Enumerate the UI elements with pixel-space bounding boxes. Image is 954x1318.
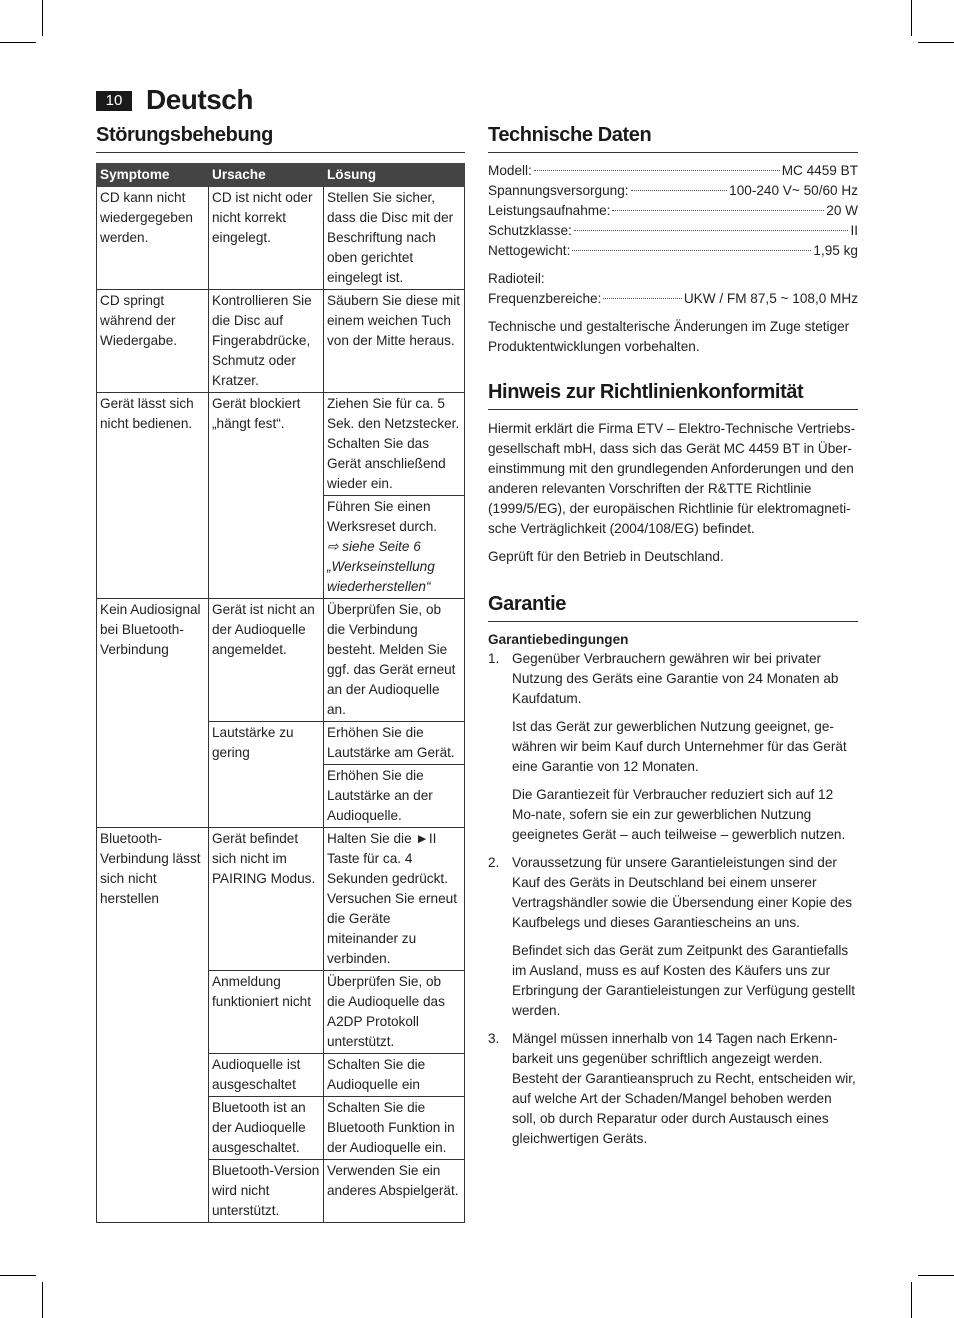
symptom-cell-continued (97, 971, 209, 1054)
symptom-cell-continued (97, 722, 209, 765)
table-header-row (97, 164, 465, 187)
table-row (97, 1054, 465, 1097)
tech-note: Technische und gestalterische Änderungen im Zuge stetiger Produktentwicklungen vorbehalten. (488, 319, 850, 354)
table-row (97, 828, 465, 971)
symptom-cell: CD kann nicht wiedergegeben werden. (97, 187, 209, 290)
spec-row (488, 289, 858, 309)
list-paragraph: Die Garantiezeit für Verbraucher reduziert sich auf 12 Mo-nate, sofern sie ein zur gewerblichen Nutzung geeignetes Gerät – auch teilweise – gewerblich nutzen. (512, 787, 846, 842)
list-item (488, 1029, 858, 1149)
list-paragraph: Voraussetzung für unsere Garantieleistungen sind der Kauf des Geräts in Deutschland bei einem unserer Vertragshändler sowie die Übersendung einer Kopie des Kaufbelegs und dieses Garantiescheins an uns. (512, 855, 853, 930)
spec-row (488, 161, 858, 181)
table-row (97, 765, 465, 828)
list-paragraph: Gegenüber Verbrauchern gewähren wir bei privater Nutzung des Geräts eine Garantie von 24 Monaten ab Kaufdatum. (512, 651, 839, 706)
column-header: Symptome (97, 164, 209, 187)
table-row (97, 1097, 465, 1160)
cause-cell: Gerät blockiert „hängt fest“. (209, 393, 324, 496)
spec-value: 20 W (826, 203, 858, 218)
spec-row (488, 181, 858, 201)
warranty-heading: Garantie (488, 589, 858, 622)
crop-mark (0, 42, 36, 43)
solution-cell: Säubern Sie diese mit einem weichen Tuch von der Mitte heraus. (324, 290, 465, 393)
column-header: Ursache (209, 164, 324, 187)
symptom-cell: Bluetooth-Verbindung lässt sich nicht herstellen (97, 828, 209, 971)
list-number: 2. (488, 855, 500, 870)
solution-cell: Erhöhen Sie die Lautstärke an der Audioquelle. (324, 765, 465, 828)
crop-mark (918, 1275, 954, 1276)
cause-cell-continued (209, 496, 324, 599)
symptom-cell-continued (97, 765, 209, 828)
spec-value: MC 4459 BT (781, 163, 858, 178)
crop-mark (911, 1282, 912, 1318)
cause-cell: Bluetooth-Version wird nicht unterstützt. (209, 1160, 324, 1223)
list-paragraph: Befindet sich das Gerät zum Zeitpunkt des Garantiefalls im Ausland, muss es auf Kosten des Käufers uns zur Erbringung der Garantieleistungen zur Verfügung gestellt werden. (512, 943, 856, 1018)
list-number: 1. (488, 651, 500, 666)
conformity-text-2: Geprüft für den Betrieb in Deutschland. (488, 549, 724, 564)
crop-mark (0, 1275, 36, 1276)
spec-row (488, 201, 858, 221)
right-column (488, 120, 858, 1157)
cause-cell-continued (209, 765, 324, 828)
cause-cell: Bluetooth ist an der Audioquelle ausgeschaltet. (209, 1097, 324, 1160)
solution-text: Führen Sie einen Werksreset durch. (327, 499, 438, 534)
spec-row (488, 241, 858, 261)
troubleshooting-table (96, 163, 465, 1223)
cause-cell: Lautstärke zu gering (209, 722, 324, 765)
cause-cell: Gerät ist nicht an der Audioquelle angemeldet. (209, 599, 324, 722)
page-number: 10 (96, 91, 132, 111)
table-row (97, 496, 465, 599)
solution-cell: Ziehen Sie für ca. 5 Sek. den Netzstecker. Schalten Sie das Gerät anschließend wieder ein. (324, 393, 465, 496)
crop-mark (42, 1282, 43, 1318)
symptom-cell-continued (97, 1054, 209, 1097)
cause-cell: Anmeldung funktioniert nicht (209, 971, 324, 1054)
left-column (96, 120, 465, 1223)
list-number: 3. (488, 1031, 500, 1046)
spec-row (488, 221, 858, 241)
spec-label: Spannungsversorgung: (488, 183, 629, 198)
page-title: Deutsch (146, 84, 253, 115)
spec-label: Schutzklasse: (488, 223, 572, 238)
solution-cell (324, 496, 465, 599)
spec-value: UKW / FM 87,5 ~ 108,0 MHz (683, 291, 858, 306)
table-row (97, 290, 465, 393)
table-row (97, 971, 465, 1054)
spec-label: Modell: (488, 163, 532, 178)
symptom-cell-continued (97, 1160, 209, 1223)
radio-label: Radioteil: (488, 271, 545, 286)
spec-label: Frequenzbereiche: (488, 291, 602, 306)
solution-cell: Überprüfen Sie, ob die Verbindung besteht. Melden Sie ggf. das Gerät erneut an der Audioquelle an. (324, 599, 465, 722)
table-row (97, 393, 465, 496)
spec-list (488, 161, 858, 357)
table-row (97, 722, 465, 765)
solution-cell: Halten Sie die ►II Taste für ca. 4 Sekunden gedrückt. Versuchen Sie erneut die Geräte miteinander zu verbinden. (324, 828, 465, 971)
table-row (97, 1160, 465, 1223)
crop-mark (918, 42, 954, 43)
spec-label: Leistungsaufnahme: (488, 203, 611, 218)
conformity-heading: Hinweis zur Richtlinienkonformität (488, 377, 858, 410)
symptom-cell: Kein Audiosignal bei Bluetooth-Verbindung (97, 599, 209, 722)
list-item (488, 853, 858, 1021)
spec-label: Nettogewicht: (488, 243, 571, 258)
symptom-cell-continued (97, 496, 209, 599)
list-paragraph: Mängel müssen innerhalb von 14 Tagen nach Erkenn-barkeit uns gegenüber schriftlich angezeigt werden. Besteht der Garantieanspruch zu Recht, entscheiden wir, auf welche Art der Schaden/Mangel behoben werden soll, ob durch Reparatur oder durch Austausch eines gleichwertigen Geräts. (512, 1031, 856, 1146)
table-row (97, 187, 465, 290)
spec-value: II (850, 223, 858, 238)
warranty-subtitle: Garantiebedingungen (488, 632, 629, 647)
cause-cell: Audioquelle ist ausgeschaltet (209, 1054, 324, 1097)
cause-cell: Gerät befindet sich nicht im PAIRING Modus. (209, 828, 324, 971)
page-reference-link[interactable]: ⇨ siehe Seite 6 „Werkseinstellung wiederherstellen“ (327, 539, 435, 594)
conformity-text: Hiermit erklärt die Firma ETV – Elektro-Technische Vertriebs-gesellschaft mbH, dass sich das Gerät MC 4459 BT in Über-einstimmung mit den grundlegenden Anforderungen und den anderen relevanten Vorschriften der R&TTE Richtlinie (1999/5/EG), der europäischen Richtlinie für elektromagneti-sche Verträglichkeit (2004/108/EG) befindet. (488, 421, 856, 536)
symptom-cell: CD springt während der Wiedergabe. (97, 290, 209, 393)
solution-cell: Schalten Sie die Audioquelle ein (324, 1054, 465, 1097)
solution-cell: Schalten Sie die Bluetooth Funktion in der Audioquelle ein. (324, 1097, 465, 1160)
warranty-list (488, 649, 858, 1149)
table-row (97, 599, 465, 722)
symptom-cell-continued (97, 1097, 209, 1160)
cause-cell: CD ist nicht oder nicht korrekt eingelegt. (209, 187, 324, 290)
column-header: Lösung (324, 164, 465, 187)
solution-cell: Stellen Sie sicher, dass die Disc mit der Beschriftung nach oben gerichtet eingelegt ist. (324, 187, 465, 290)
solution-cell: Verwenden Sie ein anderes Abspielgerät. (324, 1160, 465, 1223)
spec-value: 100-240 V~ 50/60 Hz (729, 183, 858, 198)
crop-mark (42, 0, 43, 36)
tech-data-heading: Technische Daten (488, 120, 858, 153)
solution-cell: Erhöhen Sie die Lautstärke am Gerät. (324, 722, 465, 765)
list-paragraph: Ist das Gerät zur gewerblichen Nutzung geeignet, ge-währen wir beim Kauf durch Unternehmer für das Gerät eine Garantie von 12 Monaten. (512, 719, 847, 774)
cause-cell: Kontrollieren Sie die Disc auf Fingerabdrücke, Schmutz oder Kratzer. (209, 290, 324, 393)
solution-cell: Überprüfen Sie, ob die Audioquelle das A2DP Protokoll unterstützt. (324, 971, 465, 1054)
spec-value: 1,95 kg (813, 243, 858, 258)
symptom-cell: Gerät lässt sich nicht bedienen. (97, 393, 209, 496)
troubleshooting-heading: Störungsbehebung (96, 120, 465, 153)
crop-mark (911, 0, 912, 36)
list-item (488, 649, 858, 845)
